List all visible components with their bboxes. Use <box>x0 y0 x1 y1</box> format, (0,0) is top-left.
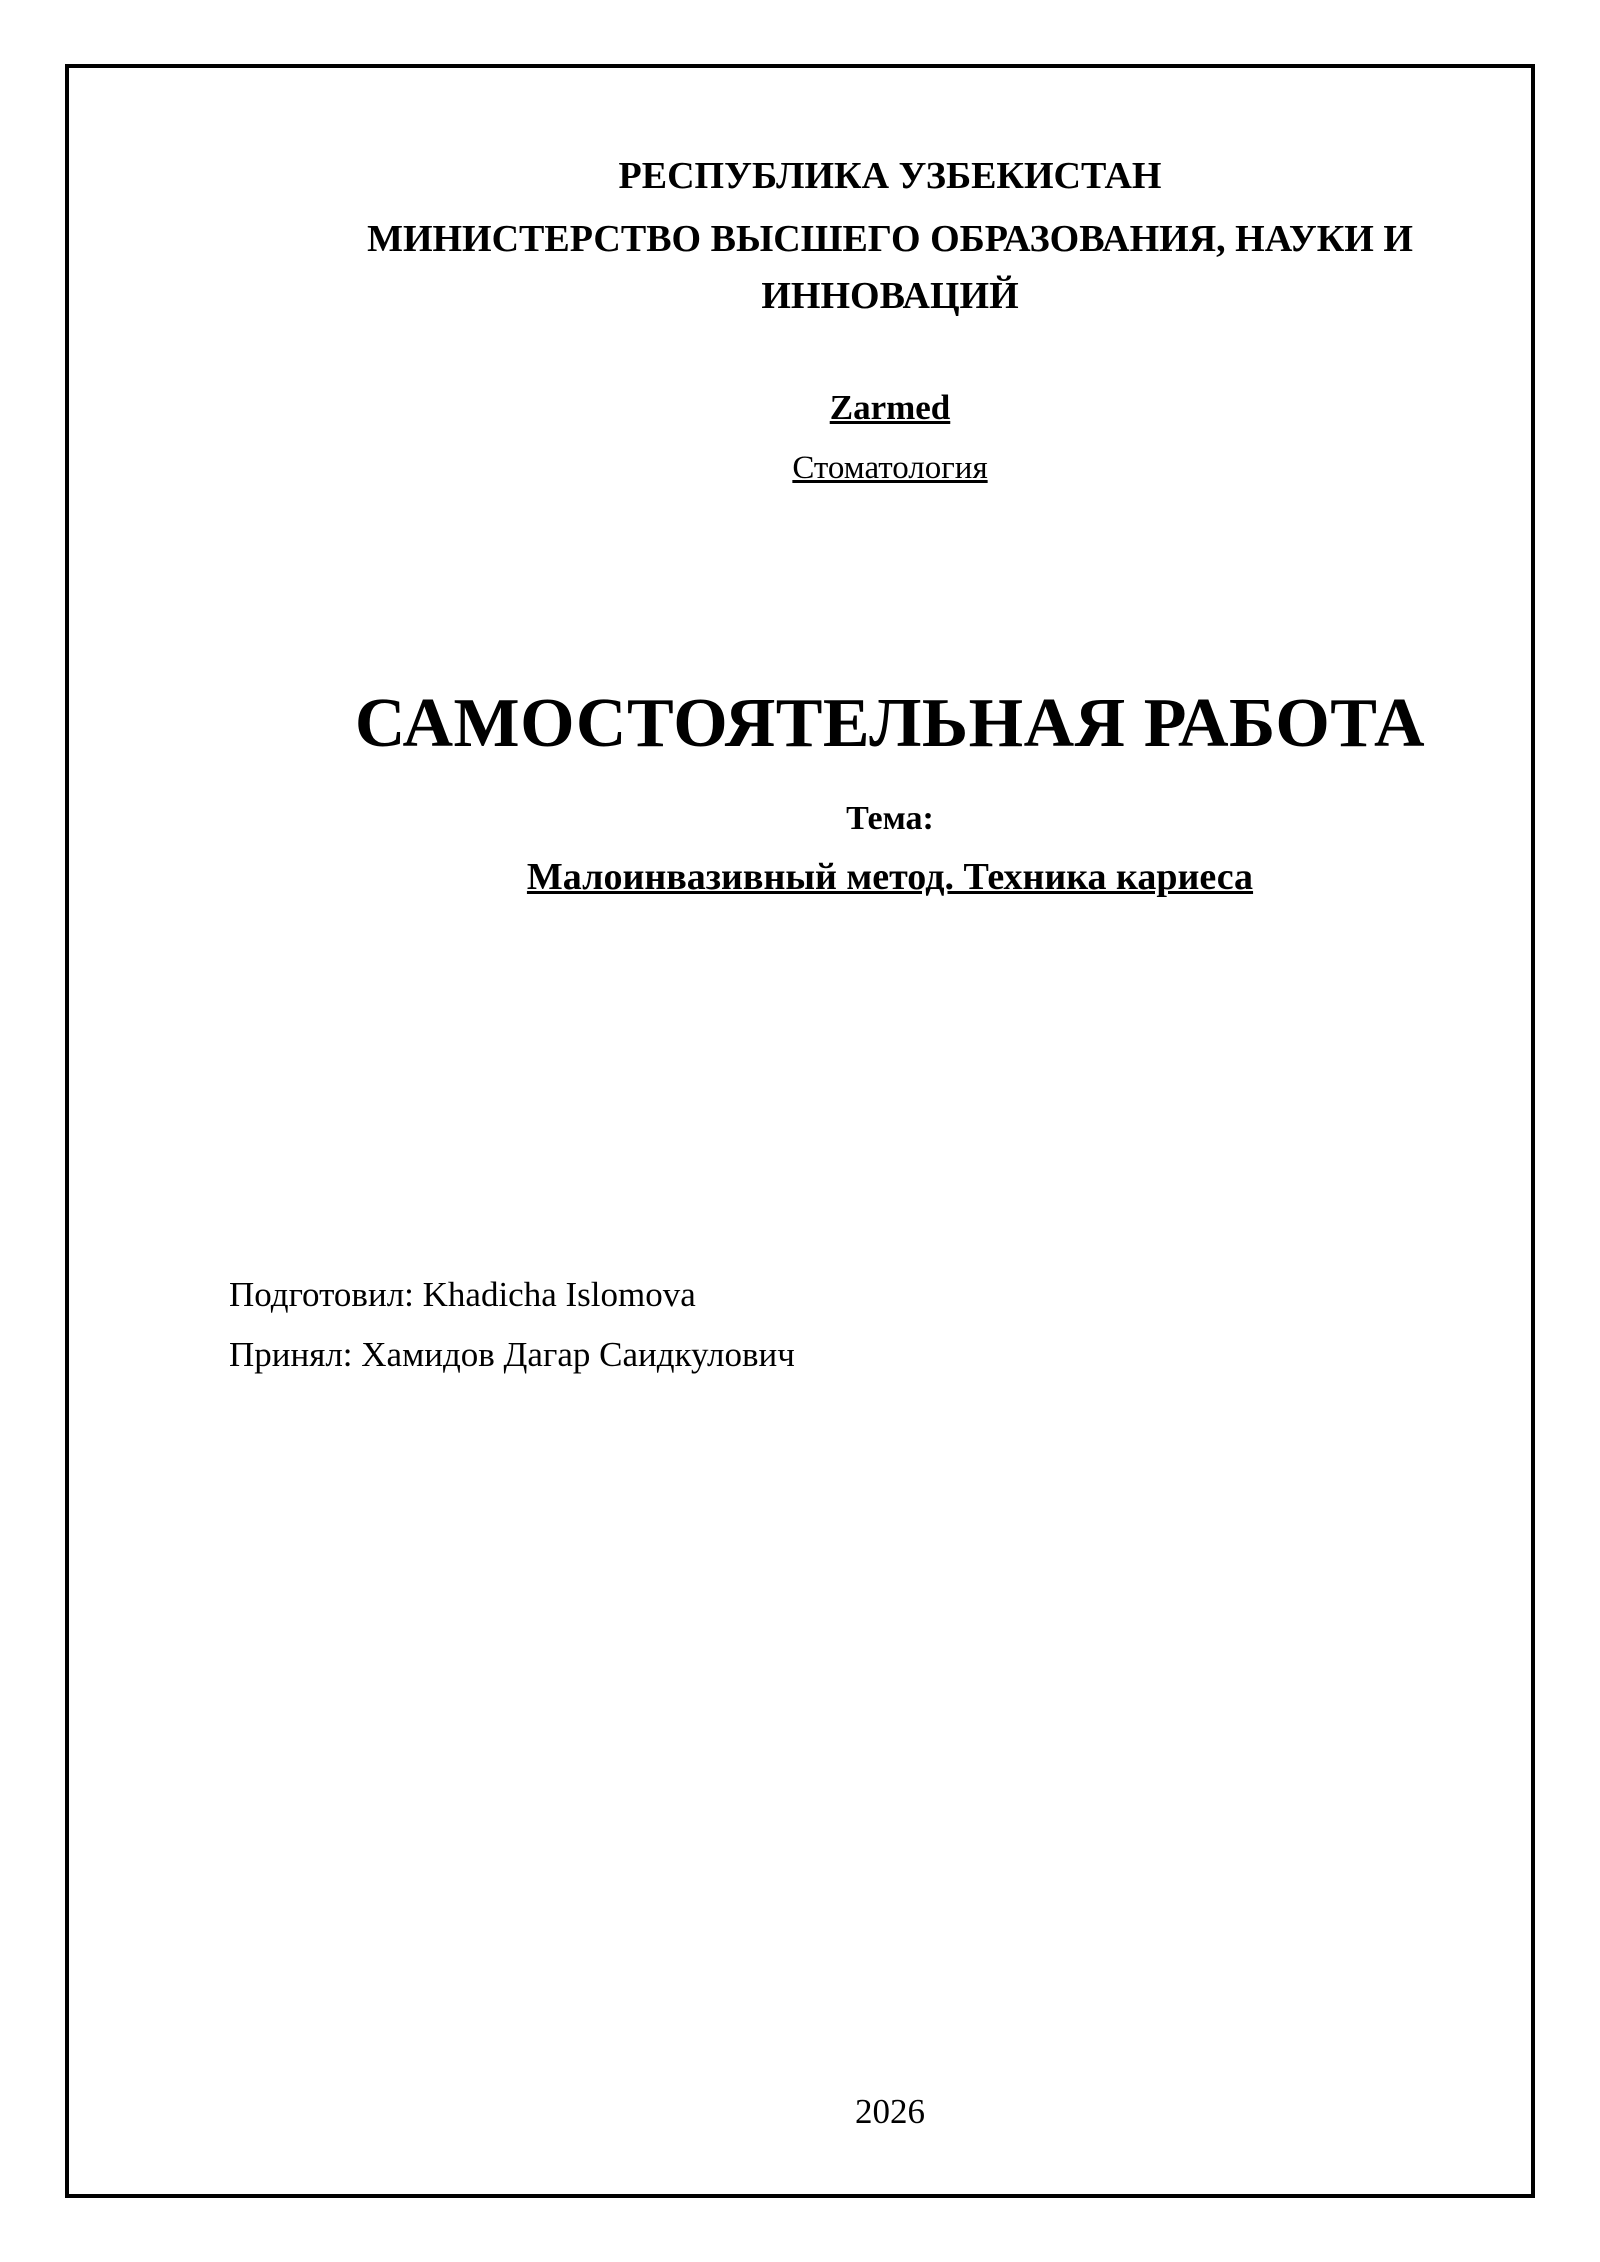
ministry-heading-line1: МИНИСТЕРСТВО ВЫСШЕГО ОБРАЗОВАНИЯ, НАУКИ И <box>367 218 1413 260</box>
year: 2026 <box>855 2092 925 2131</box>
institution-name: Zarmed <box>829 388 951 427</box>
ministry-heading-line2: ИННОВАЦИЙ <box>761 275 1019 317</box>
topic-text: Малоинвазивный метод. Техника кариеса <box>526 856 1254 898</box>
country-heading: РЕСПУБЛИКА УЗБЕКИСТАН <box>618 155 1162 197</box>
topic-label: Тема: <box>846 800 934 837</box>
prepared-by: Подготовил: Khadicha Islomova <box>229 1275 696 1314</box>
document-title: САМОСТОЯТЕЛЬНАЯ РАБОТА <box>354 685 1426 762</box>
accepted-by: Принял: Хамидов Дагар Саидкулович <box>229 1335 795 1374</box>
faculty-name: Стоматология <box>792 450 988 486</box>
page-border <box>65 64 1535 2198</box>
